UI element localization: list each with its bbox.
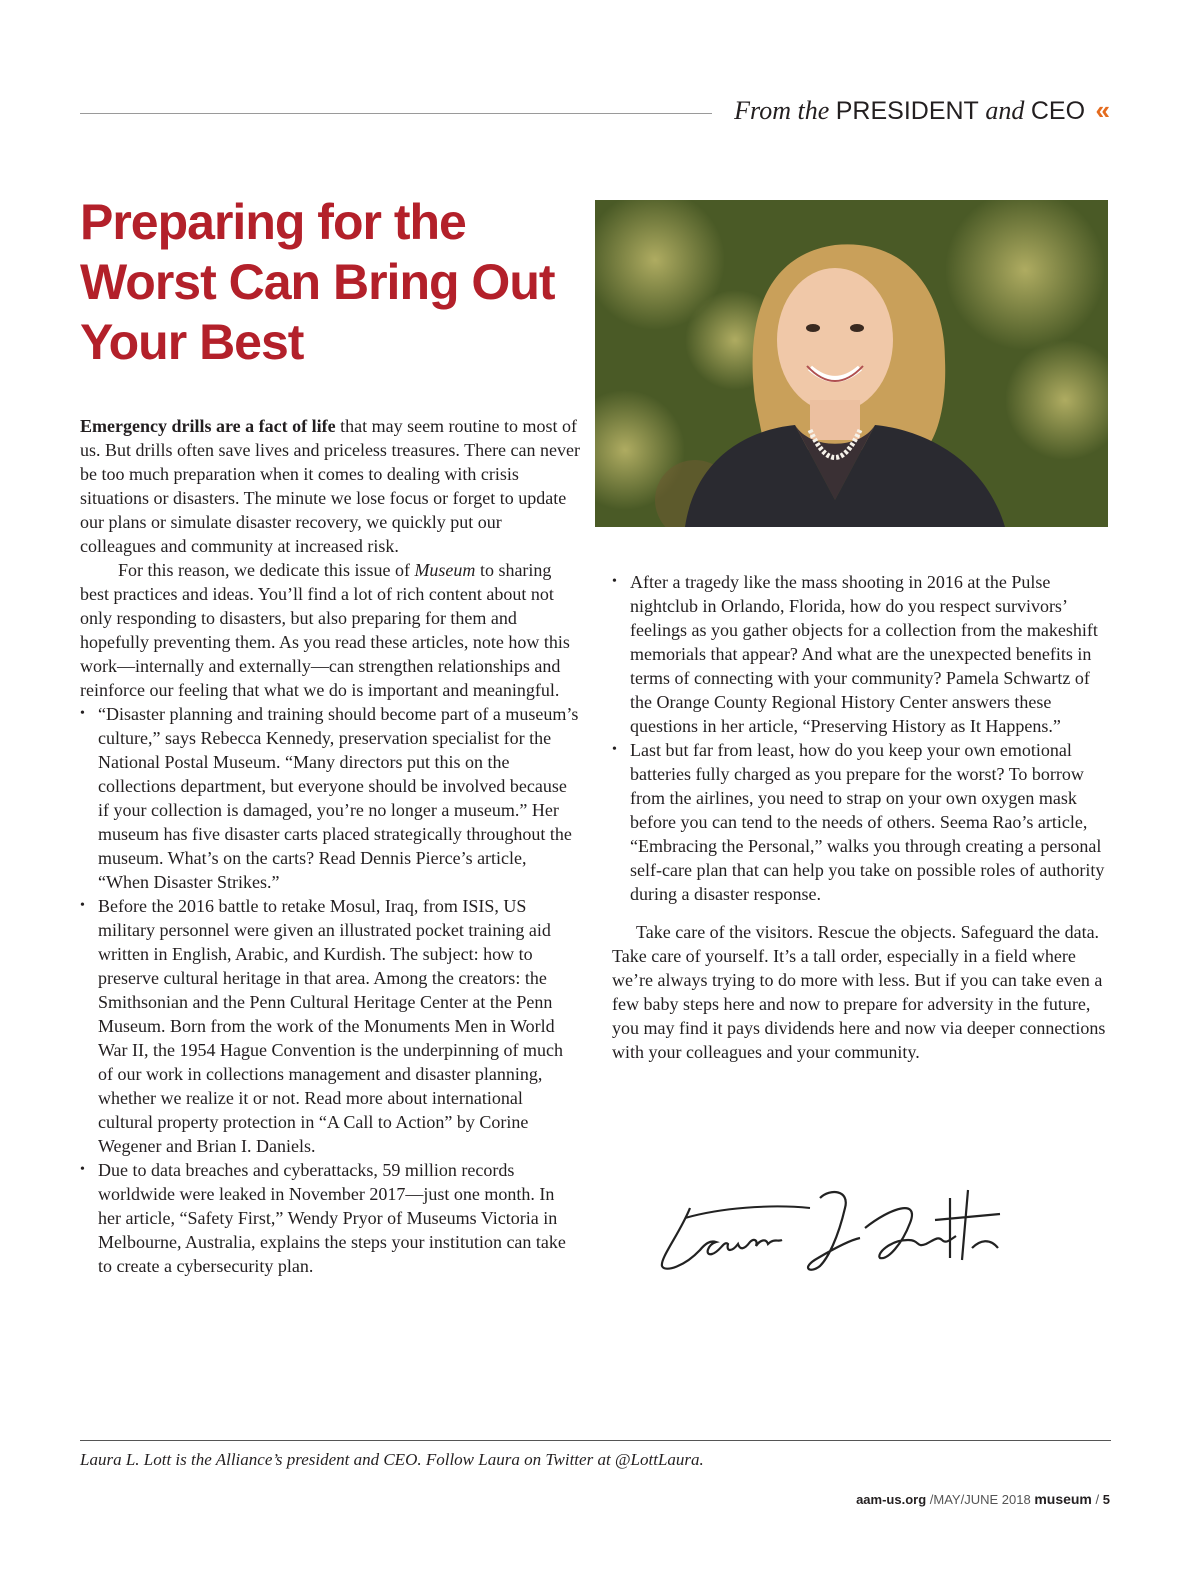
list-item: • “Disaster planning and training should become part of a museum’s culture,” says Rebecca Kennedy, preservation specialist for the National Postal Museum. “Many directors put this on the collections department, but everyone should be involved because if your collection is damaged, you’re no longer a museum.” Her museum has five disaster carts placed strategically throughout the museum. What’s on the carts? Read Dennis Pierce’s article, “When Disaster Strikes.” — [80, 702, 580, 894]
chevron-left-icon: « — [1095, 95, 1110, 125]
list-item: • Due to data breaches and cyberattacks, 59 million records worldwide were leaked in November 2017—just one month. In her article, “Safety First,” Wendy Pryor of Museums Victoria in Melbourne, Australia, explains the steps your institution can take to create a cybersecurity plan. — [80, 1158, 580, 1278]
article-body-right — [612, 570, 1112, 1064]
p2-text-a: For this reason, we dedicate this issue of — [118, 560, 415, 580]
section-header — [734, 94, 1110, 127]
folio-magazine: museum — [1034, 1491, 1092, 1507]
header-rule — [80, 113, 712, 114]
list-item: • After a tragedy like the mass shooting in 2016 at the Pulse nightclub in Orlando, Florida, how do you respect survivors’ feelings as you gather objects for a collection from the makeshift memorials that appear? And what are the unexpected benefits in terms of connecting with your community? Pamela Schwartz of the Orange County Regional History Center answers these questions in her article, “Preserving History as It Happens.” — [612, 570, 1112, 738]
page-number: 5 — [1102, 1492, 1110, 1507]
section-header-and: and — [985, 96, 1025, 125]
lead-paragraph — [80, 414, 580, 558]
folio-separator: / — [1095, 1492, 1100, 1507]
author-bio: Laura L. Lott is the Alliance’s president and CEO. Follow Laura on Twitter at @LottLaura. — [80, 1450, 704, 1469]
list-item: • Before the 2016 battle to retake Mosul, Iraq, from ISIS, US military personnel were given an illustrated pocket training aid written in English, Arabic, and Kurdish. The subject: how to preserve cultural heritage in that area. Among the creators: the Smithsonian and the Penn Cultural Heritage Center at the Penn Museum. Born from the work of the Monuments Men in World War II, the 1954 Hague Convention is the underpinning of much of our work in collections management and disaster planning, whether we realize it or not. Read more about international cultural property protection in “A Call to Action” by Corine Wegener and Brian I. Daniels. — [80, 894, 580, 1158]
p2-magazine-name: Museum — [414, 560, 476, 580]
author-photo — [595, 200, 1108, 527]
article-title: Preparing for the Worst Can Bring Out Your Best — [80, 194, 555, 370]
section-header-president: PRESIDENT — [835, 97, 979, 125]
bullet-list-left — [80, 702, 580, 1278]
p2-text-b: to sharing best practices and ideas. You’ll find a lot of rich content about not only responding to disasters, but also preparing for them and hopefully preventing them. As you read these articles, note how this work—internally and externally—can strengthen relationships and reinforce our feeling that what we do is important and meaningful. — [80, 560, 570, 700]
footer-rule — [80, 1440, 1111, 1441]
folio-issue: /MAY/JUNE 2018 — [929, 1492, 1031, 1507]
lead-text: that may seem routine to most of us. But drills often save lives and priceless treasures. There can never be too much preparation when it comes to dealing with crisis situations or disasters. The minute we lose focus or forget to update our plans or simulate disaster recovery, we quickly put our colleagues and community at increased risk. — [80, 416, 581, 556]
page-folio — [856, 1491, 1110, 1507]
closing-paragraph: Take care of the visitors. Rescue the objects. Safeguard the data. Take care of yourself. It’s a tall order, especially in a field where we’re always trying to do more with less. But if you can take even a few baby steps here and now to prepare for adversity in the future, you may find it pays dividends here and now via deeper connections with your colleagues and your community. — [612, 922, 1106, 1062]
folio-site: aam-us.org — [856, 1492, 927, 1507]
second-paragraph — [80, 558, 580, 702]
section-header-ceo: CEO — [1030, 97, 1086, 125]
portrait-illustration — [595, 200, 1108, 527]
list-item: • Last but far from least, how do you keep your own emotional batteries fully charged as you prepare for the worst? To borrow from the airlines, you need to strap on your own oxygen mask before you can tend to the needs of others. Seema Rao’s article, “Embracing the Personal,” walks you through creating a personal self-care plan that can help you take on possible roles of authority during a disaster response. — [612, 738, 1112, 906]
article-body-left — [80, 414, 580, 1278]
section-header-from: From the — [734, 96, 830, 125]
signature — [650, 1178, 1020, 1278]
bullet-list-right — [612, 570, 1112, 906]
lead-bold: Emergency drills are a fact of life — [80, 416, 336, 436]
